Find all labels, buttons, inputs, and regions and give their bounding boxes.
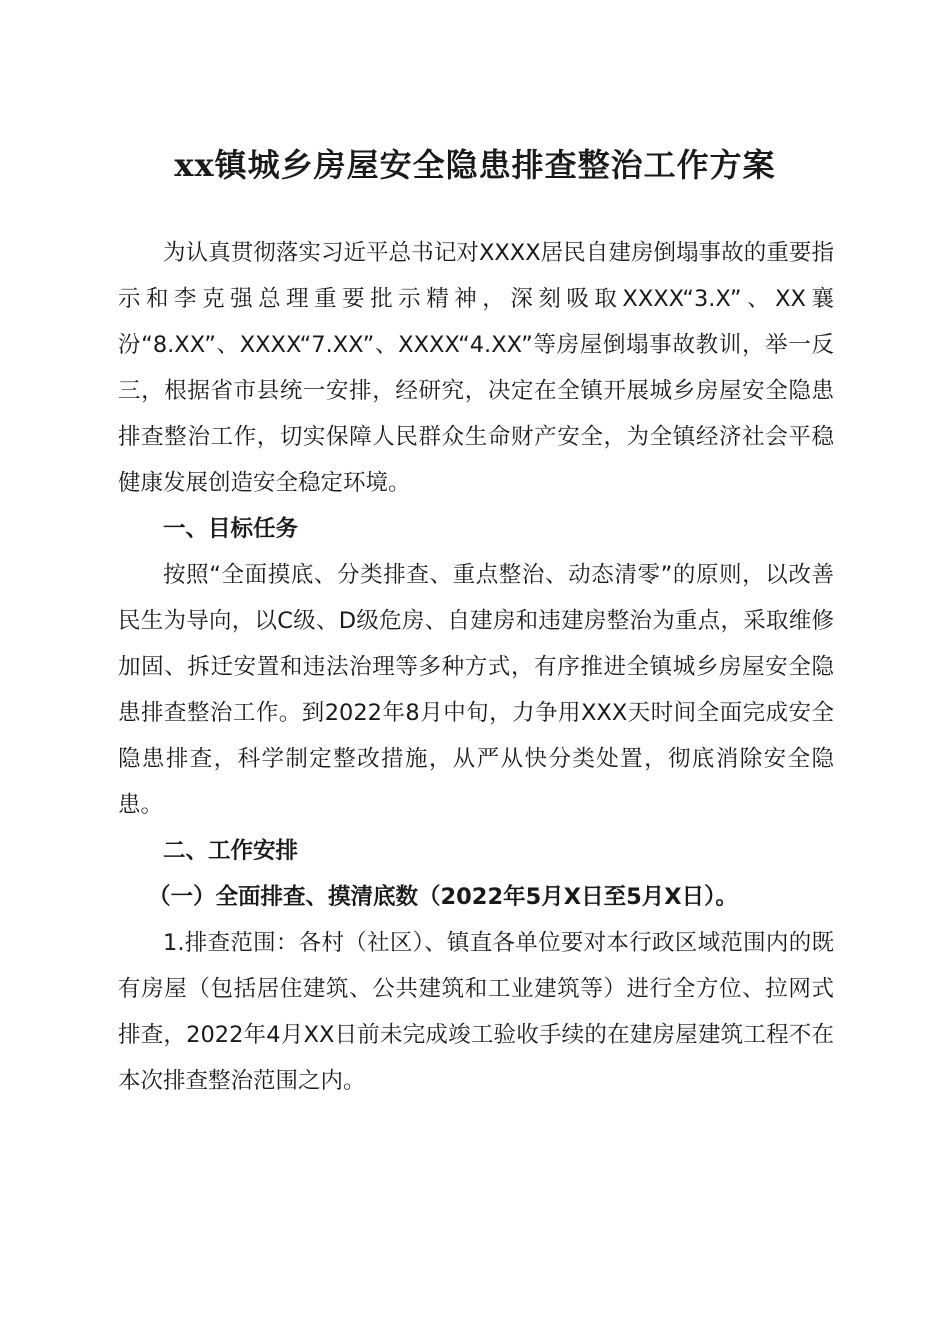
section-heading-goals: 一、目标任务 (163, 516, 299, 542)
intro-paragraph: 为认真贯彻落实习近平总书记对XXXX居民自建房倒塌事故的重要指示和李克强总理重要批示精神，深刻吸取XXXX“3.X”、XX襄汾“8.XX”、XXXX“7.XX”、XXXX“4.XX”等房屋倒塌事故教训，举一反三，根据省市县统一安排，经研究，决定在全镇开展城乡房屋安全隐患排查整治工作，切实保障人民群众生命财产安全，为全镇经济社会平稳健康发展创造安全稳定环境。 (118, 240, 834, 496)
page-title: xx镇城乡房屋安全隐患排查整治工作方案 (174, 146, 776, 184)
subsection-heading-investigation: （一）全面排查、摸清底数（2022年5月X日至5月X日）。 (148, 884, 738, 910)
document-body (118, 230, 834, 1104)
goals-paragraph: 按照“全面摸底、分类排查、重点整治、动态清零”的原则，以改善民生为导向，以C级、D级危房、自建房和违建房整治为重点，采取维修加固、拆迁安置和违法治理等多种方式，有序推进全镇城乡房屋安全隐患排查整治工作。到2022年8月中旬，力争用XXX天时间全面完成安全隐患排查，科学制定整改措施，从严从快分类处置，彻底消除安全隐患。 (118, 562, 834, 818)
investigation-scope-paragraph: 1.排查范围：各村（社区）、镇直各单位要对本行政区域范围内的既有房屋（包括居住建筑、公共建筑和工业建筑等）进行全方位、拉网式排查，2022年4月XX日前未完成竣工验收手续的在建房屋建筑工程不在本次排查整治范围之内。 (118, 930, 834, 1094)
section-heading-arrangement: 二、工作安排 (163, 838, 299, 864)
